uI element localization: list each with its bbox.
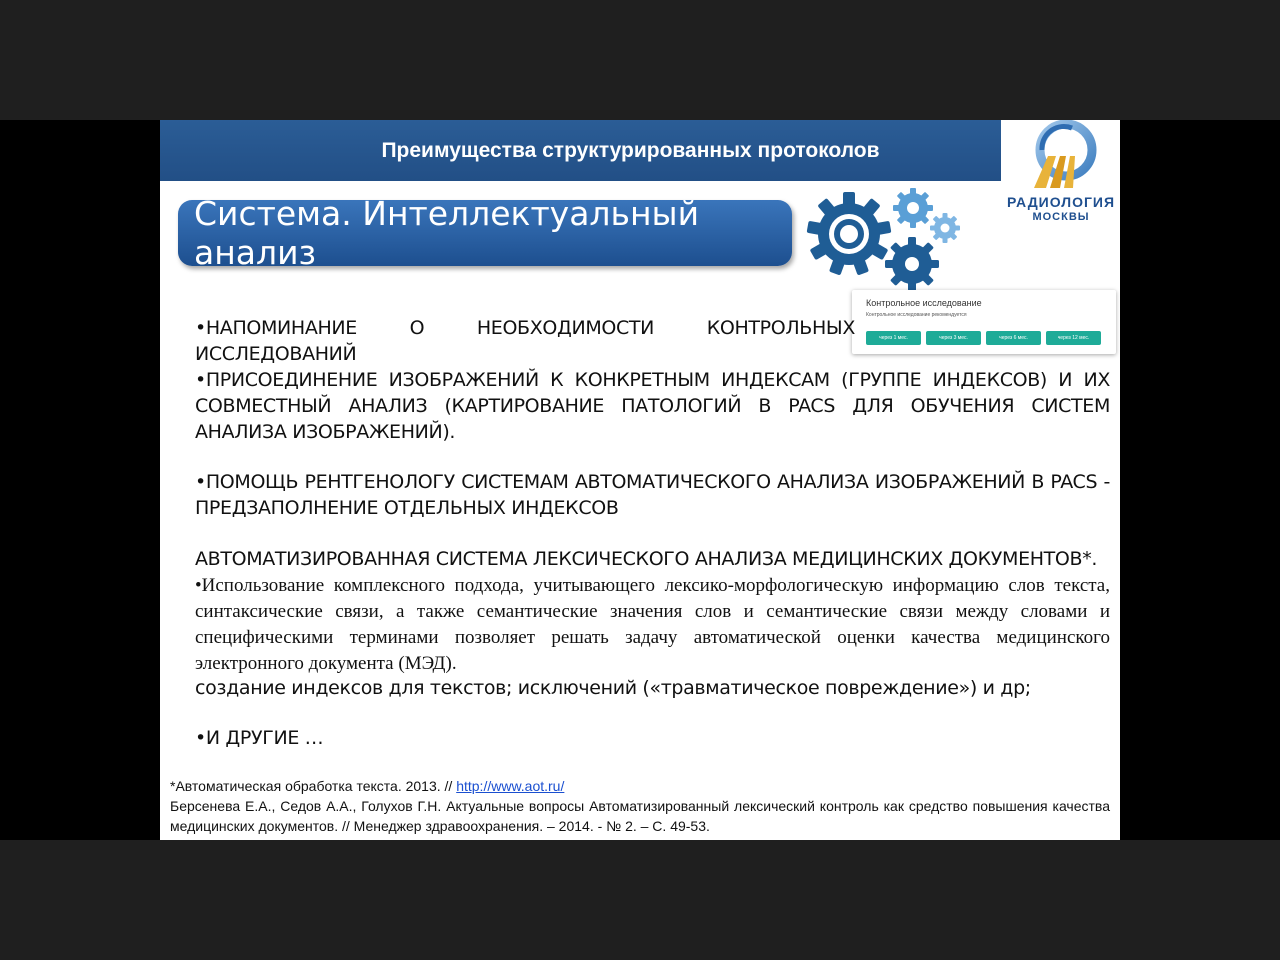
aot-link[interactable]: http://www.aot.ru/ — [456, 778, 565, 794]
logo-line-1: РАДИОЛОГИЯ — [1006, 194, 1116, 210]
bullet-image-indexing: •ПРИСОЕДИНЕНИЕ ИЗОБРАЖЕНИЙ К КОНКРЕТНЫМ ИНДЕКСАМ (ГРУППЕ ИНДЕКСОВ) И ИХ СОВМЕСТНЫЙ АНАЛИЗ (КАРТИРОВАНИЕ ПАТОЛОГИЙ В PACS ДЛЯ ОБУЧЕНИЯ СИСТЕМ АНАЛИЗА ИЗОБРАЖЕНИЙ). — [195, 369, 1110, 443]
bullet-follow-up-reminder: •НАПОМИНАНИЕ О НЕОБХОДИМОСТИ КОНТРОЛЬНЫХ ИССЛЕДОВАНИЙ — [195, 317, 855, 365]
follow-up-study-card — [852, 290, 1116, 354]
follow-up-12-months-button[interactable]: через 12 мес. — [1046, 331, 1101, 345]
reference-2: Берсенева Е.А., Седов А.А., Голухов Г.Н. Актуальные вопросы Автоматизированный лексический контроль как средство повышения качества медицинских документов. // Менеджер здравоохранения. – 2014. - № 2. – С. 49-53. — [170, 798, 1110, 834]
reference-1-text: *Автоматическая обработка текста. 2013. // — [170, 778, 457, 794]
reference-1 — [170, 776, 1110, 796]
lexical-analysis-description: •Использование комплексного подхода, учитывающего лексико-морфологическую информацию слов текста, синтаксические связи, а также семантические значения слов и семантические связи между словами и специфическими терминами позволяет решать задачу автоматической оценки качества медицинского электронного документа (МЭД). — [195, 575, 1110, 674]
follow-up-card-subtitle: Контрольное исследование рекомендуется — [866, 312, 967, 318]
lexical-analysis-heading: АВТОМАТИЗИРОВАННАЯ СИСТЕМА ЛЕКСИЧЕСКОГО АНАЛИЗА МЕДИЦИНСКИХ ДОКУМЕНТОВ*. — [195, 548, 1098, 570]
follow-up-6-months-button[interactable]: через 6 мес. — [986, 331, 1041, 345]
viewer-right-margin — [1120, 120, 1280, 840]
logo-line-2: МОСКВЫ — [1032, 211, 1090, 223]
follow-up-3-months-button[interactable]: через 3 мес. — [926, 331, 981, 345]
section-title-banner — [178, 194, 792, 272]
slide-header-title: Преимущества структурированных протоколов — [381, 138, 880, 162]
viewer-bottom-bar — [0, 840, 1280, 960]
follow-up-1-month-button[interactable]: через 1 мес. — [866, 331, 921, 345]
section-title: Система. Интеллектуальный анализ — [194, 194, 700, 272]
bullet-auto-analysis: •ПОМОЩЬ РЕНТГЕНОЛОГУ СИСТЕМАМ АВТОМАТИЧЕСКОГО АНАЛИЗА ИЗОБРАЖЕНИЙ В PACS - ПРЕДЗАПОЛНЕНИЕ ОТДЕЛЬНЫХ ИНДЕКСОВ — [195, 471, 1110, 519]
slide-header-bar — [160, 120, 1001, 181]
presentation-slide — [160, 120, 1120, 840]
follow-up-interval-buttons — [866, 331, 1101, 345]
viewer-left-margin — [0, 120, 160, 840]
logo-caption — [1002, 194, 1120, 223]
index-creation-text: создание индексов для текстов; исключений («травматическое повреждение») и др; — [195, 677, 1031, 699]
gears-icon — [805, 188, 965, 292]
bullet-others: •И ДРУГИЕ … — [195, 727, 324, 749]
follow-up-card-title: Контрольное исследование — [866, 298, 982, 308]
viewer-top-bar — [0, 0, 1280, 120]
